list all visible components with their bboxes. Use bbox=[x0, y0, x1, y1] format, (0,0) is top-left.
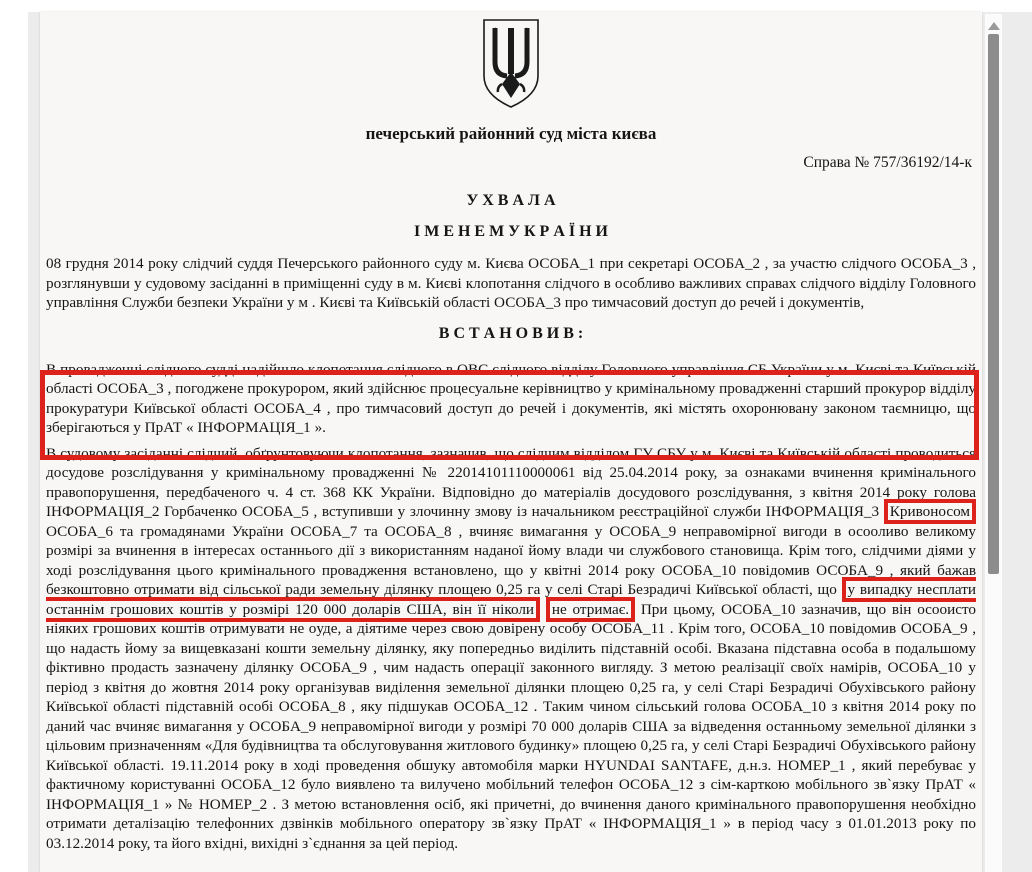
annotation-box-surname: Кривоносом bbox=[884, 499, 976, 524]
body-text-segment: ОСОБА_6 та громадянами України ОСОБА_7 та ОСОБА_8 , вчиняє вимагання у ОСОБА_9 неправомірної вигоди в осоoливо великому розмірі за вчинення в інтересах останнього дії з використанням наданої йому влади чи службового становища. Крім того, слідчими діями у ході розслідування цього кримінального провадження встановлено, що у квітні 2014 року ОСОБА_10 повідомив ОСОБА_9 , який бажав безкоштовно отримати від сільської ради земельну ділянку площею 0,25 га у селі Старі Безрадичі Київської області, що bbox=[46, 522, 976, 598]
intro-paragraph: 08 грудня 2014 року слідчий суддя Печерського районного суду м. Києва ОСОБА_1 при секретарі ОСОБА_2 , за участю слідчого ОСОБА_3 , розглянувши у судовому засіданні в приміщенні суду в м. Києві клопотання слідчого в особливо важливих справах слідчого відділу Головного управління Служби безпеки України у м . Києві та Київській області ОСОБА_3 про тимчасовий доступ до речей і документів, bbox=[46, 255, 976, 311]
body-paragraph bbox=[46, 444, 976, 854]
ukraine-trident-emblem-icon bbox=[46, 18, 976, 112]
body-text-segment: При цьому, ОСОБА_10 зазначив, що він осоoисто ніяких грошових коштів отримувати не oуде, а діятиме через свою довірену особу ОСОБА_11 . Крім того, ОСОБА_10 повідомив ОСОБА_9 , що надасть йому за вищевказані кошти земельну ділянку, яку попередньо виділить підставній особі. Вказана підставна особа в подальшому фіктивно продасть зазначену ділянку ОСОБА_9 , чим надасть операції законного вигляду. З метою реалізації своїх намірів, ОСОБА_10 у період з квітня до жовтня 2014 року організував виділення земельної ділянки площею 0,25 га, у селі Старі Безрадичі Обухівського району Київської області підставній особі ОСОБА_8 , яку підшукав ОСОБА_12 . Таким чином сільський голова ОСОБА_10 з квітня 2014 року по даний час вчиняє вимагання у ОСОБА_9 неправомірної вигоди у розмірі 70 000 доларів США за відведення останньому земельної ділянки з цільовим призначенням «Для будівництва та обслуговування житлового будинку» площею 0,25 га, у селі Старі Безрадичі Обухівського району Київської області. 19.11.2014 року в ході проведення обшуку автомобіля марки HYUNDAI SANTAFE, д.н.з. НОМЕР_1 , який перебуває у фактичному користуванні ОСОБА_12 було виявлено та вилучено мобільний телефон ОСОБА_12 з сім-карткою мобільного зв`язку ПрАТ « ІНФОРМАЦІЯ_1 » № НОМЕР_2 . З метою встановлення осіб, які причетні, до вчинення даного кримінального правопорушення необхідно отримати деталізацію телефонних дзвінків мобільного оператору зв`язку ПрАТ « ІНФОРМАЦІЯ_1 » в період часу з 01.01.2013 року по 03.12.2014 року, та його вхідні, вихідні з`єднання за цей період. bbox=[46, 600, 977, 852]
court-document-page bbox=[40, 12, 982, 872]
scroll-up-arrow-icon[interactable] bbox=[988, 22, 1000, 30]
annotation-box-payment: у випадку несплати останнім грошових коштів у розмірі 120 000 доларів США, він її ніколи bbox=[46, 577, 976, 622]
document-viewer-background bbox=[28, 12, 1032, 872]
document-title: У Х В А Л А bbox=[466, 192, 556, 209]
case-number: Справа № 757/36192/14-к bbox=[803, 154, 972, 171]
court-name: печерський районний суд міста києва bbox=[365, 124, 657, 143]
vertical-scrollbar[interactable] bbox=[985, 14, 1002, 872]
body-text-segment: В судовому засіданні слідчий, обґрунтовуючи клопотання, зазначив, що слідчим відділом ГУ СБУ у м. Києві та Київській області проводиться досудове розслідування у кримінальному провадженні № 22014101110000061 від 25.04.2014 року, за ознаками вчинення кримінального правопорушення, передбаченого ч. 4 ст. 368 КК України. Відповідно до матеріалів досудового розслідування, з квітня 2014 року голова ІНФОРМАЦІЯ_2 Горбаченко ОСОБА_5 , вступивши у злочинну змову із начальником реєстраційної служби ІНФОРМАЦІЯ_3 bbox=[46, 444, 976, 520]
boxed-paragraph-text: В провадженні слідчого судді надійшло клопотання слідчого в ОВС слідчого відділу Головного управління СБ України у м. Києві та Київській області ОСОБА_3 , погоджене прокурором, який здійснює процесуальне керівництво у кримінальному провадженні старший прокурор відділу прокуратури Київської області ОСОБА_4 , про тимчасовий доступ до речей і документів, які містять охоронювану законом таємницю, що зберігаються у ПрАТ « ІНФОРМАЦІЯ_1 ». bbox=[46, 360, 976, 436]
document-subtitle: І М Е Н Е М У К Р А Ї Н И bbox=[413, 223, 608, 240]
scrollbar-thumb[interactable] bbox=[988, 34, 999, 574]
annotation-box-refuse: не отримає. bbox=[546, 597, 635, 622]
section-heading-vstanovyv: В С Т А Н О В И В : bbox=[438, 324, 584, 342]
annotated-paragraph-wrap bbox=[46, 360, 976, 438]
